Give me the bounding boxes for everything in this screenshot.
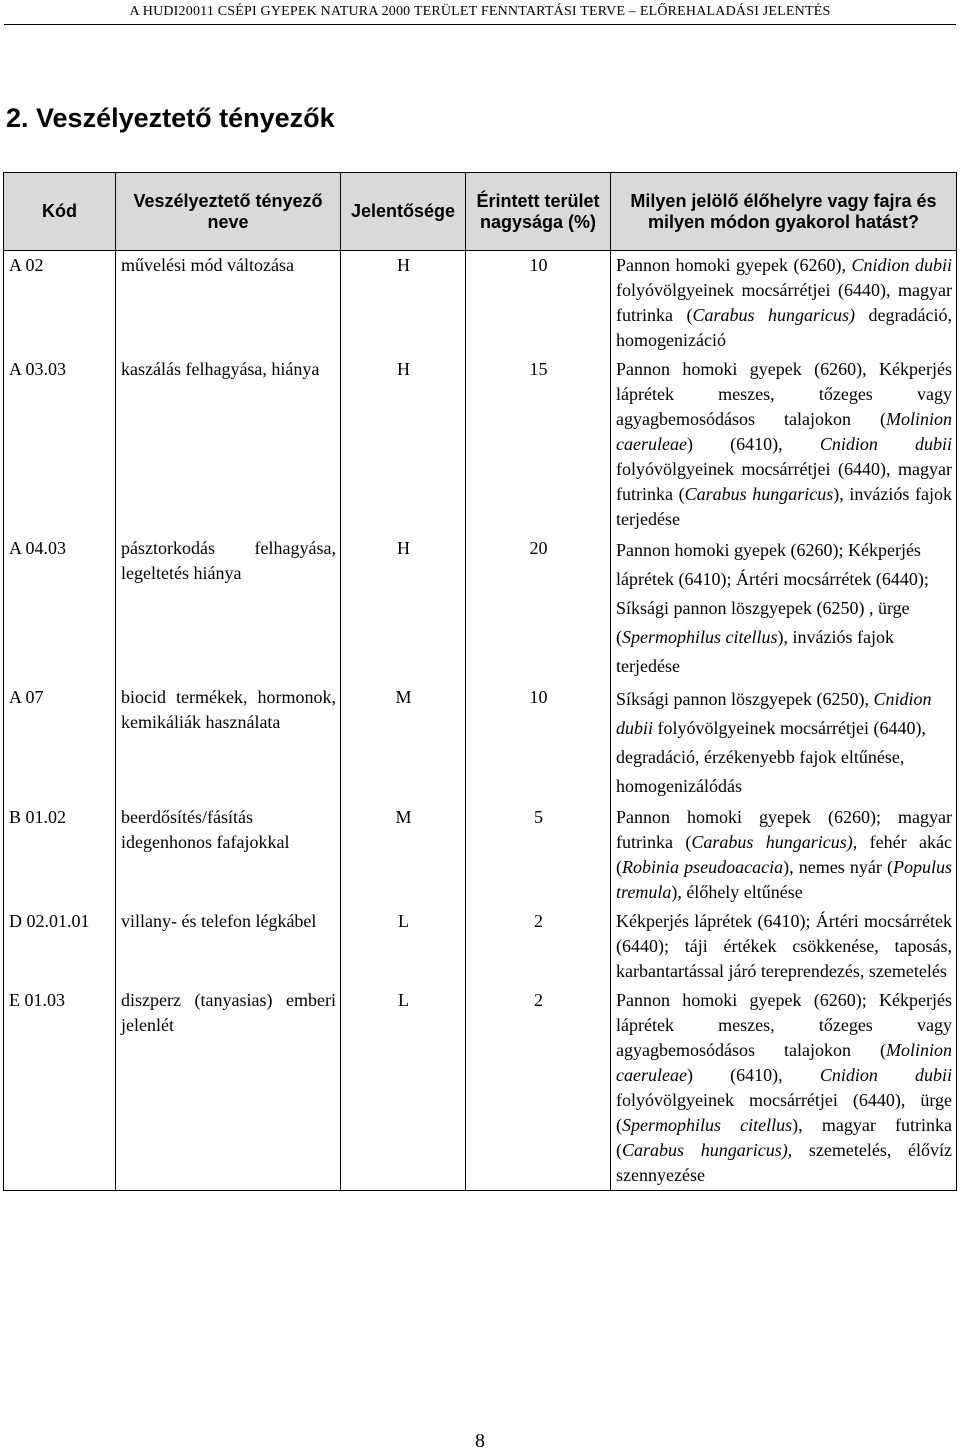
row-affected-area: 2: [466, 986, 611, 1191]
row-significance: H: [341, 534, 466, 683]
header-affected-area: Érintett terület nagysága (%): [466, 173, 611, 251]
table-row: [4, 683, 957, 803]
species-name: Cnidion dubii: [851, 255, 952, 275]
table-row: [4, 803, 957, 907]
running-header: A HUDI20011 CSÉPI GYEPEK NATURA 2000 TERÜLET FENNTARTÁSI TERVE – ELŐREHALADÁSI JELENTÉS: [129, 4, 831, 19]
table-header-row: [4, 173, 957, 251]
section-title: 2. Veszélyeztető tényezők: [6, 103, 335, 133]
row-effect: Pannon homoki gyepek (6260); Kékperjés láprétek (6410); Ártéri mocsárrétek (6440); Síksági pannon löszgyepek (6250) , ürge (Spermophilus citellus), inváziós fajok terjedése: [611, 534, 957, 683]
row-code: A 03.03: [4, 355, 116, 534]
species-name: Carabus hungaricus),: [622, 1140, 793, 1160]
header-code: Kód: [4, 173, 116, 251]
row-code: E 01.03: [4, 986, 116, 1191]
species-name: Carabus hungaricus: [684, 484, 834, 504]
row-code: A 02: [4, 251, 116, 356]
row-threat-name: művelési mód változása: [116, 251, 341, 356]
table-row: [4, 355, 957, 534]
row-effect: Síksági pannon löszgyepek (6250), Cnidion dubii folyóvölgyeinek mocsárrétjei (6440), degradáció, érzékenyebb fajok eltűnése, homogenizálódás: [611, 683, 957, 803]
row-affected-area: 15: [466, 355, 611, 534]
row-effect: Pannon homoki gyepek (6260); magyar futrinka (Carabus hungaricus), fehér akác (Robinia pseudoacacia), nemes nyár (Populus tremula), élőhely eltűnése: [611, 803, 957, 907]
table-row: [4, 534, 957, 683]
page-number: 8: [475, 1430, 485, 1452]
row-code: A 04.03: [4, 534, 116, 683]
species-name: Robinia pseudoacacia: [622, 857, 784, 877]
row-affected-area: 20: [466, 534, 611, 683]
species-name: Cnidion dubii: [819, 1065, 952, 1085]
species-name: Cnidion dubii: [819, 434, 952, 454]
table-body: [4, 251, 957, 1191]
species-name: Spermophilus citellus: [622, 1115, 793, 1135]
row-affected-area: 5: [466, 803, 611, 907]
row-significance: H: [341, 355, 466, 534]
row-significance: M: [341, 683, 466, 803]
species-name: Cnidion dubii: [616, 689, 932, 738]
row-threat-name: biocid termékek, hormonok, kemikáliák használata: [116, 683, 341, 803]
row-effect: Pannon homoki gyepek (6260), Cnidion dubii folyóvölgyeinek mocsárrétjei (6440), magyar futrinka (Carabus hungaricus) degradáció, homogenizáció: [611, 251, 957, 356]
row-significance: H: [341, 251, 466, 356]
row-threat-name: diszperz (tanyasias) emberi jelenlét: [116, 986, 341, 1191]
header-significance: Jelentősége: [341, 173, 466, 251]
header-rule: [4, 24, 956, 25]
row-threat-name: pásztorkodás felhagyása, legeltetés hiánya: [116, 534, 341, 683]
row-effect: Pannon homoki gyepek (6260); Kékperjés láprétek meszes, tőzeges vagy agyagbemosódásos talajokon (Molinion caeruleae) (6410), Cnidion dubii folyóvölgyeinek mocsárrétjei (6440), ürge (Spermophilus citellus), magyar futrinka (Carabus hungaricus), szemetelés, élővíz szennyezése: [611, 986, 957, 1191]
header-threat-name: Veszélyeztető tényező neve: [116, 173, 341, 251]
species-name: Molinion caeruleae: [616, 1040, 952, 1085]
table-row: [4, 986, 957, 1191]
row-significance: L: [341, 907, 466, 986]
row-code: A 07: [4, 683, 116, 803]
row-effect: Pannon homoki gyepek (6260), Kékperjés láprétek meszes, tőzeges vagy agyagbemosódásos talajokon (Molinion caeruleae) (6410), Cnidion dubii folyóvölgyeinek mocsárrétjei (6440), magyar futrinka (Carabus hungaricus), inváziós fajok terjedése: [611, 355, 957, 534]
row-affected-area: 10: [466, 251, 611, 356]
species-name: Populus tremula: [616, 857, 952, 902]
row-code: B 01.02: [4, 803, 116, 907]
row-code: D 02.01.01: [4, 907, 116, 986]
species-name: Molinion caeruleae: [616, 409, 952, 454]
species-name: Carabus hungaricus): [692, 305, 856, 325]
row-threat-name: villany- és telefon légkábel: [116, 907, 341, 986]
row-significance: L: [341, 986, 466, 1191]
row-threat-name: beerdősítés/fásítás idegenhonos fafajokkal: [116, 803, 341, 907]
row-affected-area: 2: [466, 907, 611, 986]
table-row: [4, 907, 957, 986]
row-affected-area: 10: [466, 683, 611, 803]
species-name: Spermophilus citellus: [622, 627, 778, 647]
row-effect: Kékperjés láprétek (6410); Ártéri mocsárrétek (6440); táji értékek csökkenése, taposás, karbantartással járó tereprendezés, szemetelés: [611, 907, 957, 986]
header-effect: Milyen jelölő élőhelyre vagy fajra és milyen módon gyakorol hatást?: [611, 173, 957, 251]
threats-table: [3, 172, 957, 1191]
row-threat-name: kaszálás felhagyása, hiánya: [116, 355, 341, 534]
species-name: Carabus hungaricus),: [691, 832, 858, 852]
table-row: [4, 251, 957, 356]
row-significance: M: [341, 803, 466, 907]
